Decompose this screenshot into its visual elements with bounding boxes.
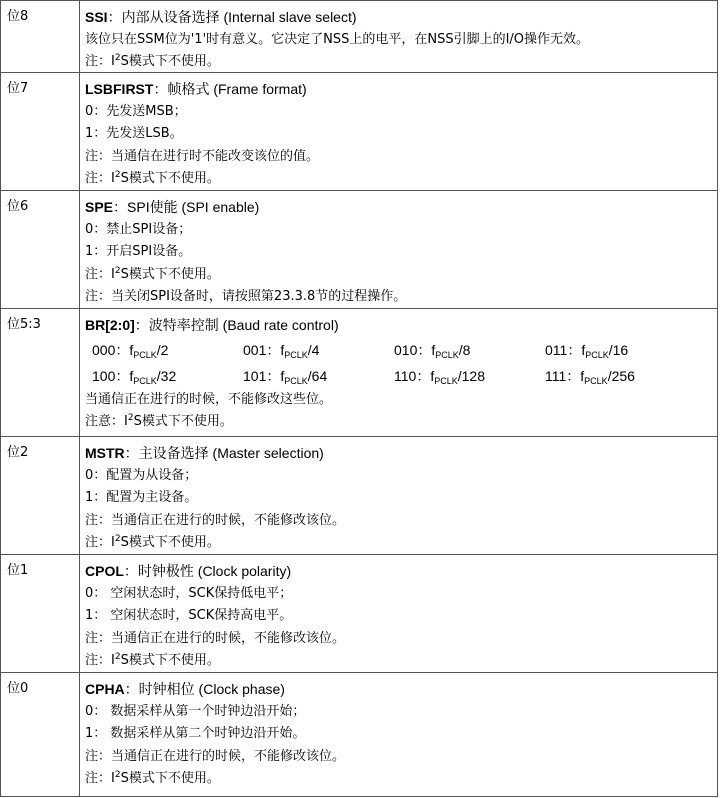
- field-name: CPOL: [85, 563, 124, 579]
- bit-description: [80, 309, 718, 436]
- bit-description: [80, 1, 718, 72]
- description-line: 0： 空闲状态时，SCK保持低电平；: [85, 585, 293, 601]
- bit-description: [80, 73, 718, 190]
- field-title: ：主设备选择 (Master selection): [124, 445, 324, 461]
- baud-rate-option: 010：$f_{PCLK}/8$: [394, 341, 471, 360]
- description-line: 当通信正在进行的时候，不能修改这些位。: [85, 391, 333, 407]
- table-row: [0, 673, 718, 797]
- baud-rate-option: 110：$f_{PCLK}/128$: [394, 367, 485, 386]
- baud-rate-option: 101：$f_{PCLK}/64$: [243, 367, 328, 386]
- i2s-note: 注意：$I^2S$模式下不使用。: [85, 413, 233, 429]
- description-line: 1：开启SPI设备。: [85, 244, 192, 259]
- bit-number: 位0: [0, 673, 80, 796]
- i2s-note: 注：$I^2S$模式下不使用。: [85, 534, 220, 550]
- field-name: CPHA: [85, 681, 125, 697]
- table-row: [0, 1, 718, 73]
- bit-description: [80, 191, 718, 308]
- description-line: 0：先发送MSB；: [85, 103, 187, 119]
- description-line: 0： 数据采样从第一个时钟边沿开始；: [85, 703, 306, 719]
- description-line: 0：配置为从设备；: [85, 467, 198, 483]
- i2s-note: 注：$I^2S$模式下不使用。: [85, 770, 220, 786]
- bit-number: 位1: [0, 555, 80, 672]
- i2s-note: 注：$I^2S$模式下不使用。: [85, 265, 220, 282]
- table-row: [0, 191, 718, 309]
- field-name: MSTR: [85, 445, 125, 461]
- table-row: [0, 555, 718, 673]
- field-title: ：内部从设备选择 (Internal slave select): [107, 9, 357, 25]
- field-title: ：时钟极性 (Clock polarity): [123, 563, 292, 579]
- baud-rate-option: 000：$f_{PCLK}/2$: [92, 341, 169, 360]
- bit-description: [80, 555, 718, 672]
- baud-rate-grid: [85, 337, 717, 389]
- description-line: 1： 空闲状态时，SCK保持高电平。: [85, 608, 293, 623]
- bit-number: 位6: [0, 191, 80, 308]
- bit-number: 位7: [0, 73, 80, 190]
- field-title: ：波特率控制 (Baud rate control): [134, 317, 339, 333]
- bit-description: [80, 437, 718, 554]
- description-line: 1： 数据采样从第二个时钟边沿开始。: [85, 726, 306, 741]
- description-line: 注：当通信正在进行的时候，不能修改该位。: [85, 748, 346, 764]
- i2s-note: 注：$I^2S$模式下不使用。: [85, 53, 220, 69]
- description-line: 注：当通信正在进行的时候，不能修改该位。: [85, 512, 346, 528]
- field-name: SSI: [85, 9, 108, 25]
- description-line: 注：当关闭SPI设备时，请按照第23.3.8节的过程操作。: [85, 289, 407, 304]
- field-name: BR[2:0]: [85, 317, 135, 333]
- description-line: 注：当通信在进行时不能改变该位的值。: [85, 148, 320, 164]
- field-title: ：SPI使能 (SPI enable): [113, 199, 260, 215]
- bit-number: 位2: [0, 437, 80, 554]
- table-row: [0, 309, 718, 437]
- description-line: 该位只在SSM位为'1'时有意义。它决定了NSS上的电平，在NSS引脚上的I/O操作无效。: [85, 31, 590, 47]
- table-row: [0, 437, 718, 555]
- bit-number: 位8: [0, 1, 80, 72]
- description-line: 注：当通信正在进行的时候，不能修改该位。: [85, 630, 346, 646]
- i2s-note: 注：$I^2S$模式下不使用。: [85, 652, 220, 668]
- field-name: SPE: [85, 199, 114, 215]
- description-line: 1：先发送LSB。: [85, 126, 183, 141]
- baud-rate-option: 001：$f_{PCLK}/4$: [243, 341, 320, 360]
- table-row: [0, 73, 718, 191]
- baud-rate-option: 011：$f_{PCLK}/16$: [545, 341, 629, 360]
- field-name: LSBFIRST: [85, 81, 154, 97]
- i2s-note: 注：$I^2S$模式下不使用。: [85, 170, 220, 186]
- baud-rate-option: 111：$f_{PCLK}/256$: [545, 367, 635, 386]
- description-line: 0：禁止SPI设备；: [85, 221, 192, 237]
- bit-description: [80, 673, 718, 796]
- field-title: ：帧格式 (Frame format): [153, 81, 307, 97]
- description-line: 1：配置为主设备。: [85, 490, 198, 505]
- bit-number: 位5:3: [0, 309, 80, 436]
- baud-rate-option: 100：$f_{PCLK}/32$: [92, 367, 177, 386]
- field-title: ：时钟相位 (Clock phase): [124, 681, 285, 697]
